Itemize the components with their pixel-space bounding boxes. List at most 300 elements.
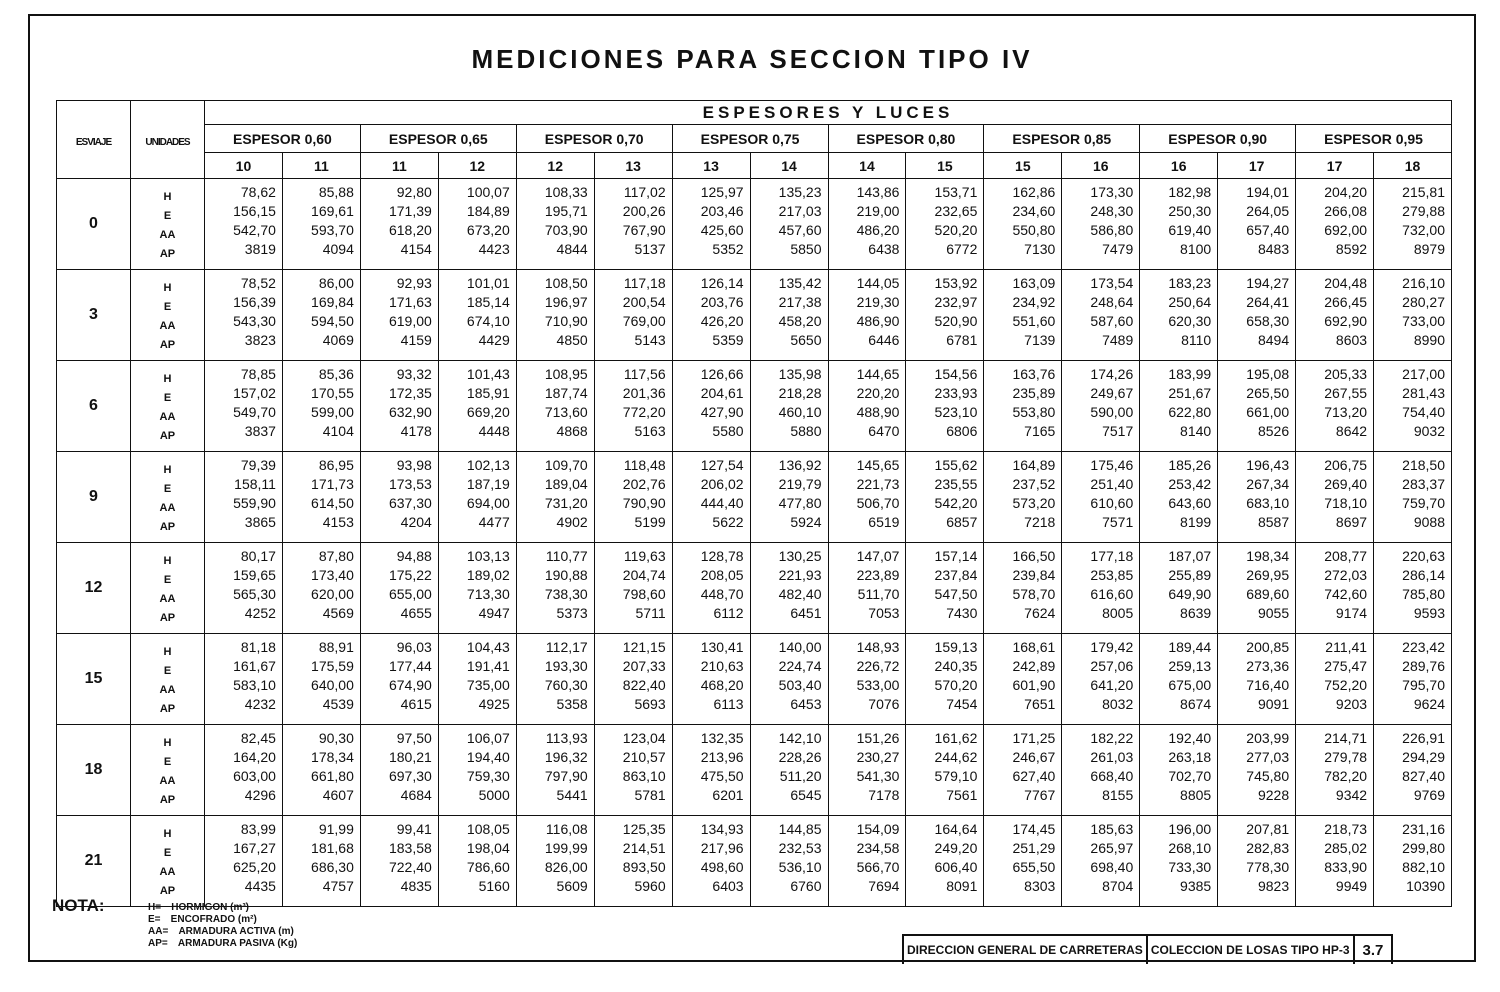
value: 520,20 xyxy=(934,222,978,238)
value: 153,92 xyxy=(934,275,978,291)
legend-eq: = xyxy=(162,926,169,937)
value: 9091 xyxy=(1257,696,1290,712)
value: 174,45 xyxy=(1012,821,1056,837)
value-cell xyxy=(516,270,594,361)
value: 713,60 xyxy=(544,404,588,420)
value: 194,27 xyxy=(1246,275,1290,291)
value: 542,20 xyxy=(934,495,978,511)
footer-org: DIRECCION GENERAL DE CARRETERAS xyxy=(904,936,1148,964)
value: 183,23 xyxy=(1168,275,1212,291)
value: 506,70 xyxy=(856,495,900,511)
value: 246,67 xyxy=(1012,749,1056,765)
value: 5711 xyxy=(635,605,666,621)
value: 228,26 xyxy=(778,749,822,765)
legend-item xyxy=(148,926,297,938)
legend-text: ENCOFRADO (m²) xyxy=(170,914,257,925)
value: 104,43 xyxy=(466,639,510,655)
value: 100,07 xyxy=(466,184,510,200)
value-cell xyxy=(828,725,906,816)
value: 218,73 xyxy=(1324,821,1368,837)
value: 208,77 xyxy=(1324,548,1368,564)
legend-item xyxy=(148,914,297,926)
value: 215,81 xyxy=(1402,184,1445,200)
value: 5373 xyxy=(556,605,588,621)
value: 101,43 xyxy=(466,366,510,382)
value: 6112 xyxy=(713,605,744,621)
value: 738,30 xyxy=(544,586,588,602)
value: 669,20 xyxy=(466,404,510,420)
value: 4655 xyxy=(400,605,432,621)
value: 675,00 xyxy=(1168,677,1212,693)
value-cell xyxy=(1140,361,1218,452)
value-cell xyxy=(750,816,828,907)
header-luz: 11 xyxy=(360,153,438,179)
value-cell xyxy=(828,816,906,907)
value: 166,50 xyxy=(1012,548,1056,564)
value: 8704 xyxy=(1102,878,1134,894)
value: 863,10 xyxy=(622,768,666,784)
unit-label: H xyxy=(163,464,172,476)
value-cell xyxy=(282,452,360,543)
value: 126,66 xyxy=(700,366,744,382)
value-cell xyxy=(672,452,750,543)
value: 4947 xyxy=(478,605,510,621)
value: 541,30 xyxy=(856,768,900,784)
value-cell xyxy=(984,361,1062,452)
value: 683,10 xyxy=(1246,495,1290,511)
value-cell xyxy=(594,361,672,452)
unit-label: AP xyxy=(159,248,176,260)
value: 249,67 xyxy=(1090,385,1134,401)
value: 134,93 xyxy=(700,821,744,837)
value: 733,00 xyxy=(1402,313,1445,329)
value: 203,46 xyxy=(700,203,744,219)
value-cell xyxy=(1062,725,1140,816)
value: 264,05 xyxy=(1246,203,1290,219)
value: 157,02 xyxy=(233,385,276,401)
value: 218,50 xyxy=(1402,457,1445,473)
value-cell xyxy=(750,179,828,270)
value: 155,62 xyxy=(934,457,978,473)
value-cell xyxy=(1062,179,1140,270)
value-cell xyxy=(1218,452,1296,543)
value: 194,01 xyxy=(1246,184,1290,200)
value-cell xyxy=(282,270,360,361)
value: 161,62 xyxy=(934,730,978,746)
value: 8697 xyxy=(1335,514,1368,530)
value: 735,00 xyxy=(466,677,510,693)
value: 3865 xyxy=(244,514,276,530)
value: 220,20 xyxy=(856,385,900,401)
value-cell xyxy=(828,179,906,270)
value-cell xyxy=(438,361,516,452)
value: 4178 xyxy=(400,423,432,439)
value: 161,67 xyxy=(233,658,276,674)
value-cell xyxy=(984,634,1062,725)
value: 265,97 xyxy=(1090,840,1134,856)
unit-label: AA xyxy=(159,775,176,787)
value: 6772 xyxy=(946,241,978,257)
value: 181,68 xyxy=(311,840,354,856)
unit-label: E xyxy=(163,392,172,404)
value: 475,50 xyxy=(700,768,744,784)
value-cell xyxy=(594,634,672,725)
value-cell xyxy=(1296,452,1374,543)
value: 91,99 xyxy=(318,821,354,837)
value: 113,93 xyxy=(545,730,588,746)
value: 299,80 xyxy=(1402,840,1445,856)
value: 426,20 xyxy=(700,313,744,329)
value: 797,90 xyxy=(544,768,588,784)
value: 655,50 xyxy=(1012,859,1056,875)
value: 156,15 xyxy=(233,203,276,219)
unit-label: H xyxy=(163,191,172,203)
value: 8483 xyxy=(1257,241,1290,257)
value: 6403 xyxy=(712,878,744,894)
value-cell xyxy=(594,725,672,816)
value: 259,13 xyxy=(1168,658,1212,674)
value: 7489 xyxy=(1102,332,1134,348)
header-luz: 14 xyxy=(828,153,906,179)
value-cell xyxy=(1218,543,1296,634)
value: 269,40 xyxy=(1324,476,1368,492)
value: 268,10 xyxy=(1168,840,1212,856)
value: 782,20 xyxy=(1324,768,1368,784)
value: 549,70 xyxy=(233,404,276,420)
value: 785,80 xyxy=(1402,586,1445,602)
value: 157,14 xyxy=(934,548,978,564)
value: 7561 xyxy=(946,787,978,803)
value-cell xyxy=(750,725,828,816)
value: 9055 xyxy=(1257,605,1290,621)
value: 698,40 xyxy=(1090,859,1134,875)
value: 694,00 xyxy=(466,495,510,511)
unit-label: H xyxy=(163,373,172,385)
unit-label: AA xyxy=(159,320,176,332)
value-cell xyxy=(360,543,438,634)
value: 280,27 xyxy=(1402,294,1445,310)
value: 187,74 xyxy=(544,385,588,401)
value: 213,96 xyxy=(700,749,744,765)
value: 198,04 xyxy=(466,840,510,856)
value: 6545 xyxy=(790,787,822,803)
value-cell xyxy=(516,816,594,907)
measurements-table xyxy=(56,100,1452,907)
value: 164,89 xyxy=(1012,457,1056,473)
value: 4232 xyxy=(244,696,276,712)
value: 573,20 xyxy=(1012,495,1056,511)
value: 208,05 xyxy=(700,567,744,583)
value-cell xyxy=(1296,816,1374,907)
value-cell xyxy=(438,634,516,725)
value: 235,55 xyxy=(934,476,978,492)
value: 722,40 xyxy=(388,859,432,875)
value: 223,42 xyxy=(1402,639,1445,655)
value: 668,40 xyxy=(1090,768,1134,784)
unit-label: H xyxy=(163,282,172,294)
value-cell xyxy=(360,179,438,270)
value: 4539 xyxy=(322,696,354,712)
value: 620,00 xyxy=(311,586,354,602)
value: 90,30 xyxy=(318,730,354,746)
value-cell xyxy=(516,543,594,634)
value: 106,07 xyxy=(466,730,510,746)
value: 210,63 xyxy=(700,658,744,674)
value: 257,06 xyxy=(1090,658,1134,674)
value: 216,10 xyxy=(1402,275,1445,291)
value: 6519 xyxy=(868,514,900,530)
value: 196,97 xyxy=(544,294,588,310)
value-cell xyxy=(282,361,360,452)
value: 8805 xyxy=(1180,787,1212,803)
value: 7076 xyxy=(868,696,900,712)
value: 4868 xyxy=(556,423,588,439)
value: 237,52 xyxy=(1012,476,1056,492)
value: 82,45 xyxy=(240,730,276,746)
header-luz: 13 xyxy=(672,153,750,179)
value: 731,20 xyxy=(544,495,588,511)
value: 5693 xyxy=(634,696,666,712)
value: 117,02 xyxy=(623,184,666,200)
value-cell xyxy=(1140,725,1218,816)
value: 5143 xyxy=(634,332,666,348)
value: 5358 xyxy=(556,696,588,712)
value-cell xyxy=(1218,634,1296,725)
unit-label: E xyxy=(163,847,172,859)
value: 200,85 xyxy=(1246,639,1290,655)
value: 272,03 xyxy=(1324,567,1368,583)
value: 8199 xyxy=(1180,514,1212,530)
value-cell xyxy=(672,179,750,270)
value: 641,20 xyxy=(1090,677,1134,693)
value: 6781 xyxy=(946,332,978,348)
value: 220,63 xyxy=(1402,548,1445,564)
value: 713,20 xyxy=(1324,404,1368,420)
value-cell xyxy=(1140,452,1218,543)
value: 118,48 xyxy=(623,457,666,473)
value: 156,39 xyxy=(233,294,276,310)
value: 204,61 xyxy=(700,385,744,401)
value-cell xyxy=(205,179,283,270)
value: 718,10 xyxy=(1324,495,1368,511)
value: 5880 xyxy=(790,423,822,439)
value: 78,52 xyxy=(240,275,276,291)
value: 248,64 xyxy=(1090,294,1134,310)
value: 9593 xyxy=(1413,605,1445,621)
value: 234,92 xyxy=(1012,294,1056,310)
value: 9949 xyxy=(1335,878,1368,894)
value: 625,20 xyxy=(233,859,276,875)
value: 117,18 xyxy=(623,275,666,291)
value-cell xyxy=(1296,179,1374,270)
value: 200,54 xyxy=(622,294,666,310)
value: 7479 xyxy=(1102,241,1134,257)
value: 5960 xyxy=(634,878,666,894)
value: 286,14 xyxy=(1402,567,1445,583)
value-cell xyxy=(1296,543,1374,634)
value-cell xyxy=(1140,270,1218,361)
value: 5781 xyxy=(634,787,666,803)
value: 151,26 xyxy=(856,730,900,746)
value-cell xyxy=(205,725,283,816)
value: 239,84 xyxy=(1012,567,1056,583)
value: 147,07 xyxy=(856,548,900,564)
value-cell xyxy=(360,452,438,543)
value: 81,18 xyxy=(240,639,276,655)
value: 217,96 xyxy=(700,840,744,856)
table-row xyxy=(57,179,1452,270)
value: 4069 xyxy=(322,332,354,348)
value: 7130 xyxy=(1024,241,1056,257)
units-cell xyxy=(131,179,205,270)
value-cell xyxy=(828,634,906,725)
value: 112,17 xyxy=(545,639,588,655)
value: 175,59 xyxy=(311,658,354,674)
unit-label: H xyxy=(163,828,172,840)
value: 171,25 xyxy=(1012,730,1056,746)
value: 109,70 xyxy=(544,457,588,473)
header-luz: 17 xyxy=(1218,153,1296,179)
value: 795,70 xyxy=(1402,677,1445,693)
value: 205,33 xyxy=(1324,366,1368,382)
value: 790,90 xyxy=(622,495,666,511)
value: 759,30 xyxy=(466,768,510,784)
value: 79,39 xyxy=(240,457,276,473)
value-cell xyxy=(1374,543,1452,634)
value: 282,83 xyxy=(1246,840,1290,856)
value: 130,25 xyxy=(778,548,822,564)
value: 570,20 xyxy=(934,677,978,693)
value: 219,30 xyxy=(856,294,900,310)
value: 201,36 xyxy=(622,385,666,401)
header-espesores-luces: ESPESORES Y LUCES xyxy=(205,101,1452,125)
value: 174,26 xyxy=(1090,366,1134,382)
value: 9174 xyxy=(1335,605,1368,621)
value: 169,84 xyxy=(311,294,354,310)
unit-label: H xyxy=(163,646,172,658)
value-cell xyxy=(1062,270,1140,361)
value-cell xyxy=(984,179,1062,270)
value: 4154 xyxy=(400,241,432,257)
value: 4477 xyxy=(478,514,510,530)
value: 144,05 xyxy=(856,275,900,291)
value: 7624 xyxy=(1024,605,1056,621)
header-espesor: ESPESOR 0,70 xyxy=(516,125,672,153)
value: 178,34 xyxy=(311,749,354,765)
legend-text: ARMADURA PASIVA (Kg) xyxy=(177,938,298,949)
value: 444,40 xyxy=(700,495,744,511)
header-luz: 16 xyxy=(1140,153,1218,179)
value: 637,30 xyxy=(388,495,432,511)
value: 4204 xyxy=(400,514,432,530)
value-cell xyxy=(750,543,828,634)
value: 425,60 xyxy=(700,222,744,238)
value: 159,65 xyxy=(233,567,276,583)
value: 893,50 xyxy=(622,859,666,875)
value: 520,90 xyxy=(934,313,978,329)
unit-label: AP xyxy=(159,703,176,715)
value: 78,62 xyxy=(240,184,276,200)
value: 7767 xyxy=(1024,787,1056,803)
value: 279,88 xyxy=(1402,203,1445,219)
value: 610,60 xyxy=(1090,495,1134,511)
value: 234,58 xyxy=(856,840,900,856)
value: 9385 xyxy=(1180,878,1212,894)
value: 6453 xyxy=(790,696,822,712)
value: 232,53 xyxy=(778,840,822,856)
header-luz: 12 xyxy=(516,153,594,179)
value: 101,01 xyxy=(466,275,510,291)
value: 5650 xyxy=(790,332,822,348)
header-luz: 10 xyxy=(205,153,283,179)
value: 9342 xyxy=(1335,787,1368,803)
legend-key: E xyxy=(148,914,155,925)
value: 108,95 xyxy=(544,366,588,382)
value: 140,00 xyxy=(778,639,822,655)
value: 8526 xyxy=(1257,423,1290,439)
value: 786,60 xyxy=(466,859,510,875)
value: 8639 xyxy=(1180,605,1212,621)
value-cell xyxy=(1140,634,1218,725)
value: 710,90 xyxy=(544,313,588,329)
value: 468,20 xyxy=(700,677,744,693)
value: 6806 xyxy=(946,423,978,439)
value: 125,35 xyxy=(622,821,666,837)
value: 713,30 xyxy=(466,586,510,602)
table-row xyxy=(57,543,1452,634)
value-cell xyxy=(672,816,750,907)
value: 5580 xyxy=(712,423,744,439)
value: 8674 xyxy=(1180,696,1212,712)
value: 4757 xyxy=(322,878,354,894)
value-cell xyxy=(594,179,672,270)
value: 233,93 xyxy=(934,385,978,401)
unit-label: H xyxy=(163,555,172,567)
value-cell xyxy=(594,270,672,361)
table-row xyxy=(57,452,1452,543)
value: 5359 xyxy=(712,332,744,348)
value: 87,80 xyxy=(318,548,354,564)
value: 586,80 xyxy=(1090,222,1134,238)
value: 486,90 xyxy=(856,313,900,329)
value: 171,39 xyxy=(388,203,432,219)
value: 211,41 xyxy=(1325,639,1368,655)
value: 110,77 xyxy=(545,548,588,564)
value-cell xyxy=(205,543,283,634)
value: 196,32 xyxy=(544,749,588,765)
value: 175,22 xyxy=(388,567,432,583)
value: 250,64 xyxy=(1168,294,1212,310)
value-cell xyxy=(1296,270,1374,361)
value-cell xyxy=(282,725,360,816)
value: 732,00 xyxy=(1402,222,1445,238)
value: 583,10 xyxy=(233,677,276,693)
value: 511,70 xyxy=(857,586,900,602)
value: 486,20 xyxy=(856,222,900,238)
page-title: MEDICIONES PARA SECCION TIPO IV xyxy=(471,44,1033,74)
value: 214,51 xyxy=(622,840,666,856)
value: 164,20 xyxy=(233,749,276,765)
header-esviaje: ESVIAJE xyxy=(57,101,131,179)
value: 242,89 xyxy=(1012,658,1056,674)
value: 143,86 xyxy=(856,184,900,200)
value: 4296 xyxy=(244,787,276,803)
value: 778,30 xyxy=(1246,859,1290,875)
value: 217,38 xyxy=(778,294,822,310)
footer-collection: COLECCION DE LOSAS TIPO HP-3 xyxy=(1148,936,1355,964)
value: 692,90 xyxy=(1324,313,1368,329)
value: 187,19 xyxy=(466,476,510,492)
